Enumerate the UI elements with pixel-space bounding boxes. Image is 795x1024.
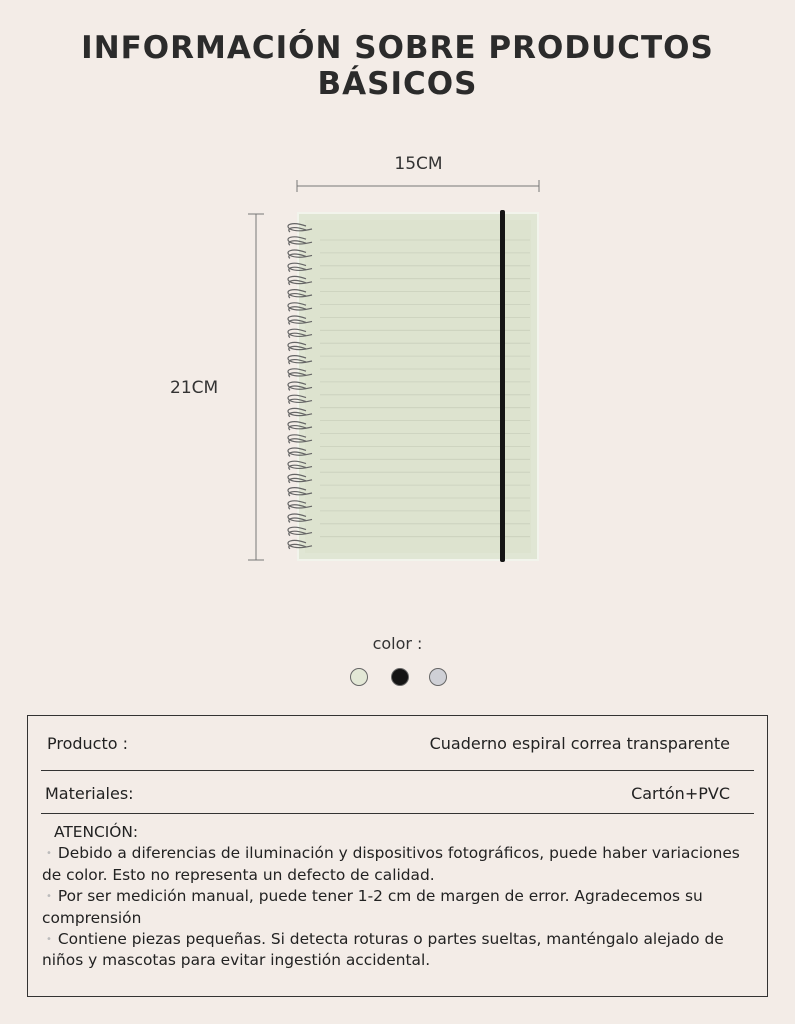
attention-heading: ATENCIÓN: <box>54 823 139 841</box>
product-row <box>41 734 754 753</box>
product-info-table <box>27 715 768 997</box>
color-swatch-sage[interactable] <box>350 668 368 686</box>
color-swatch-black[interactable] <box>391 668 409 686</box>
row-divider <box>41 770 754 771</box>
page-title: INFORMACIÓN SOBRE PRODUCTOS BÁSICOS <box>81 30 714 102</box>
color-label: color : <box>372 634 423 653</box>
materials-row <box>41 784 754 803</box>
product-label: Producto : <box>47 734 129 753</box>
bullet-icon: • <box>46 933 52 945</box>
notebook-illustration <box>240 170 550 570</box>
note-item: • Contiene piezas pequeñas. Si detecta roturas o partes sueltas, manténgalo alejado de niños y mascotas para evitar ingestión accidental. <box>42 929 724 970</box>
bullet-icon: • <box>46 891 52 903</box>
height-dimension-label: 21CM <box>170 378 219 398</box>
materials-label: Materiales: <box>45 784 134 803</box>
note-item: • Debido a diferencias de iluminación y dispositivos fotográficos, puede haber variaciones de color. Esto no representa un defecto de calidad. <box>42 844 740 884</box>
row-divider <box>41 813 754 814</box>
height-dimension-line <box>248 214 264 560</box>
color-swatch-gray[interactable] <box>429 668 447 686</box>
width-dimension-label: 15CM <box>394 154 443 174</box>
bullet-icon: • <box>46 848 52 860</box>
materials-value: Cartón+PVC <box>631 784 730 803</box>
width-dimension-line <box>297 180 539 192</box>
attention-notes <box>42 822 743 972</box>
product-value: Cuaderno espiral correa transparente <box>429 734 730 753</box>
elastic-strap <box>500 210 505 562</box>
note-item: • Por ser medición manual, puede tener 1-2 cm de margen de error. Agradecemos su comprensión <box>42 887 703 927</box>
